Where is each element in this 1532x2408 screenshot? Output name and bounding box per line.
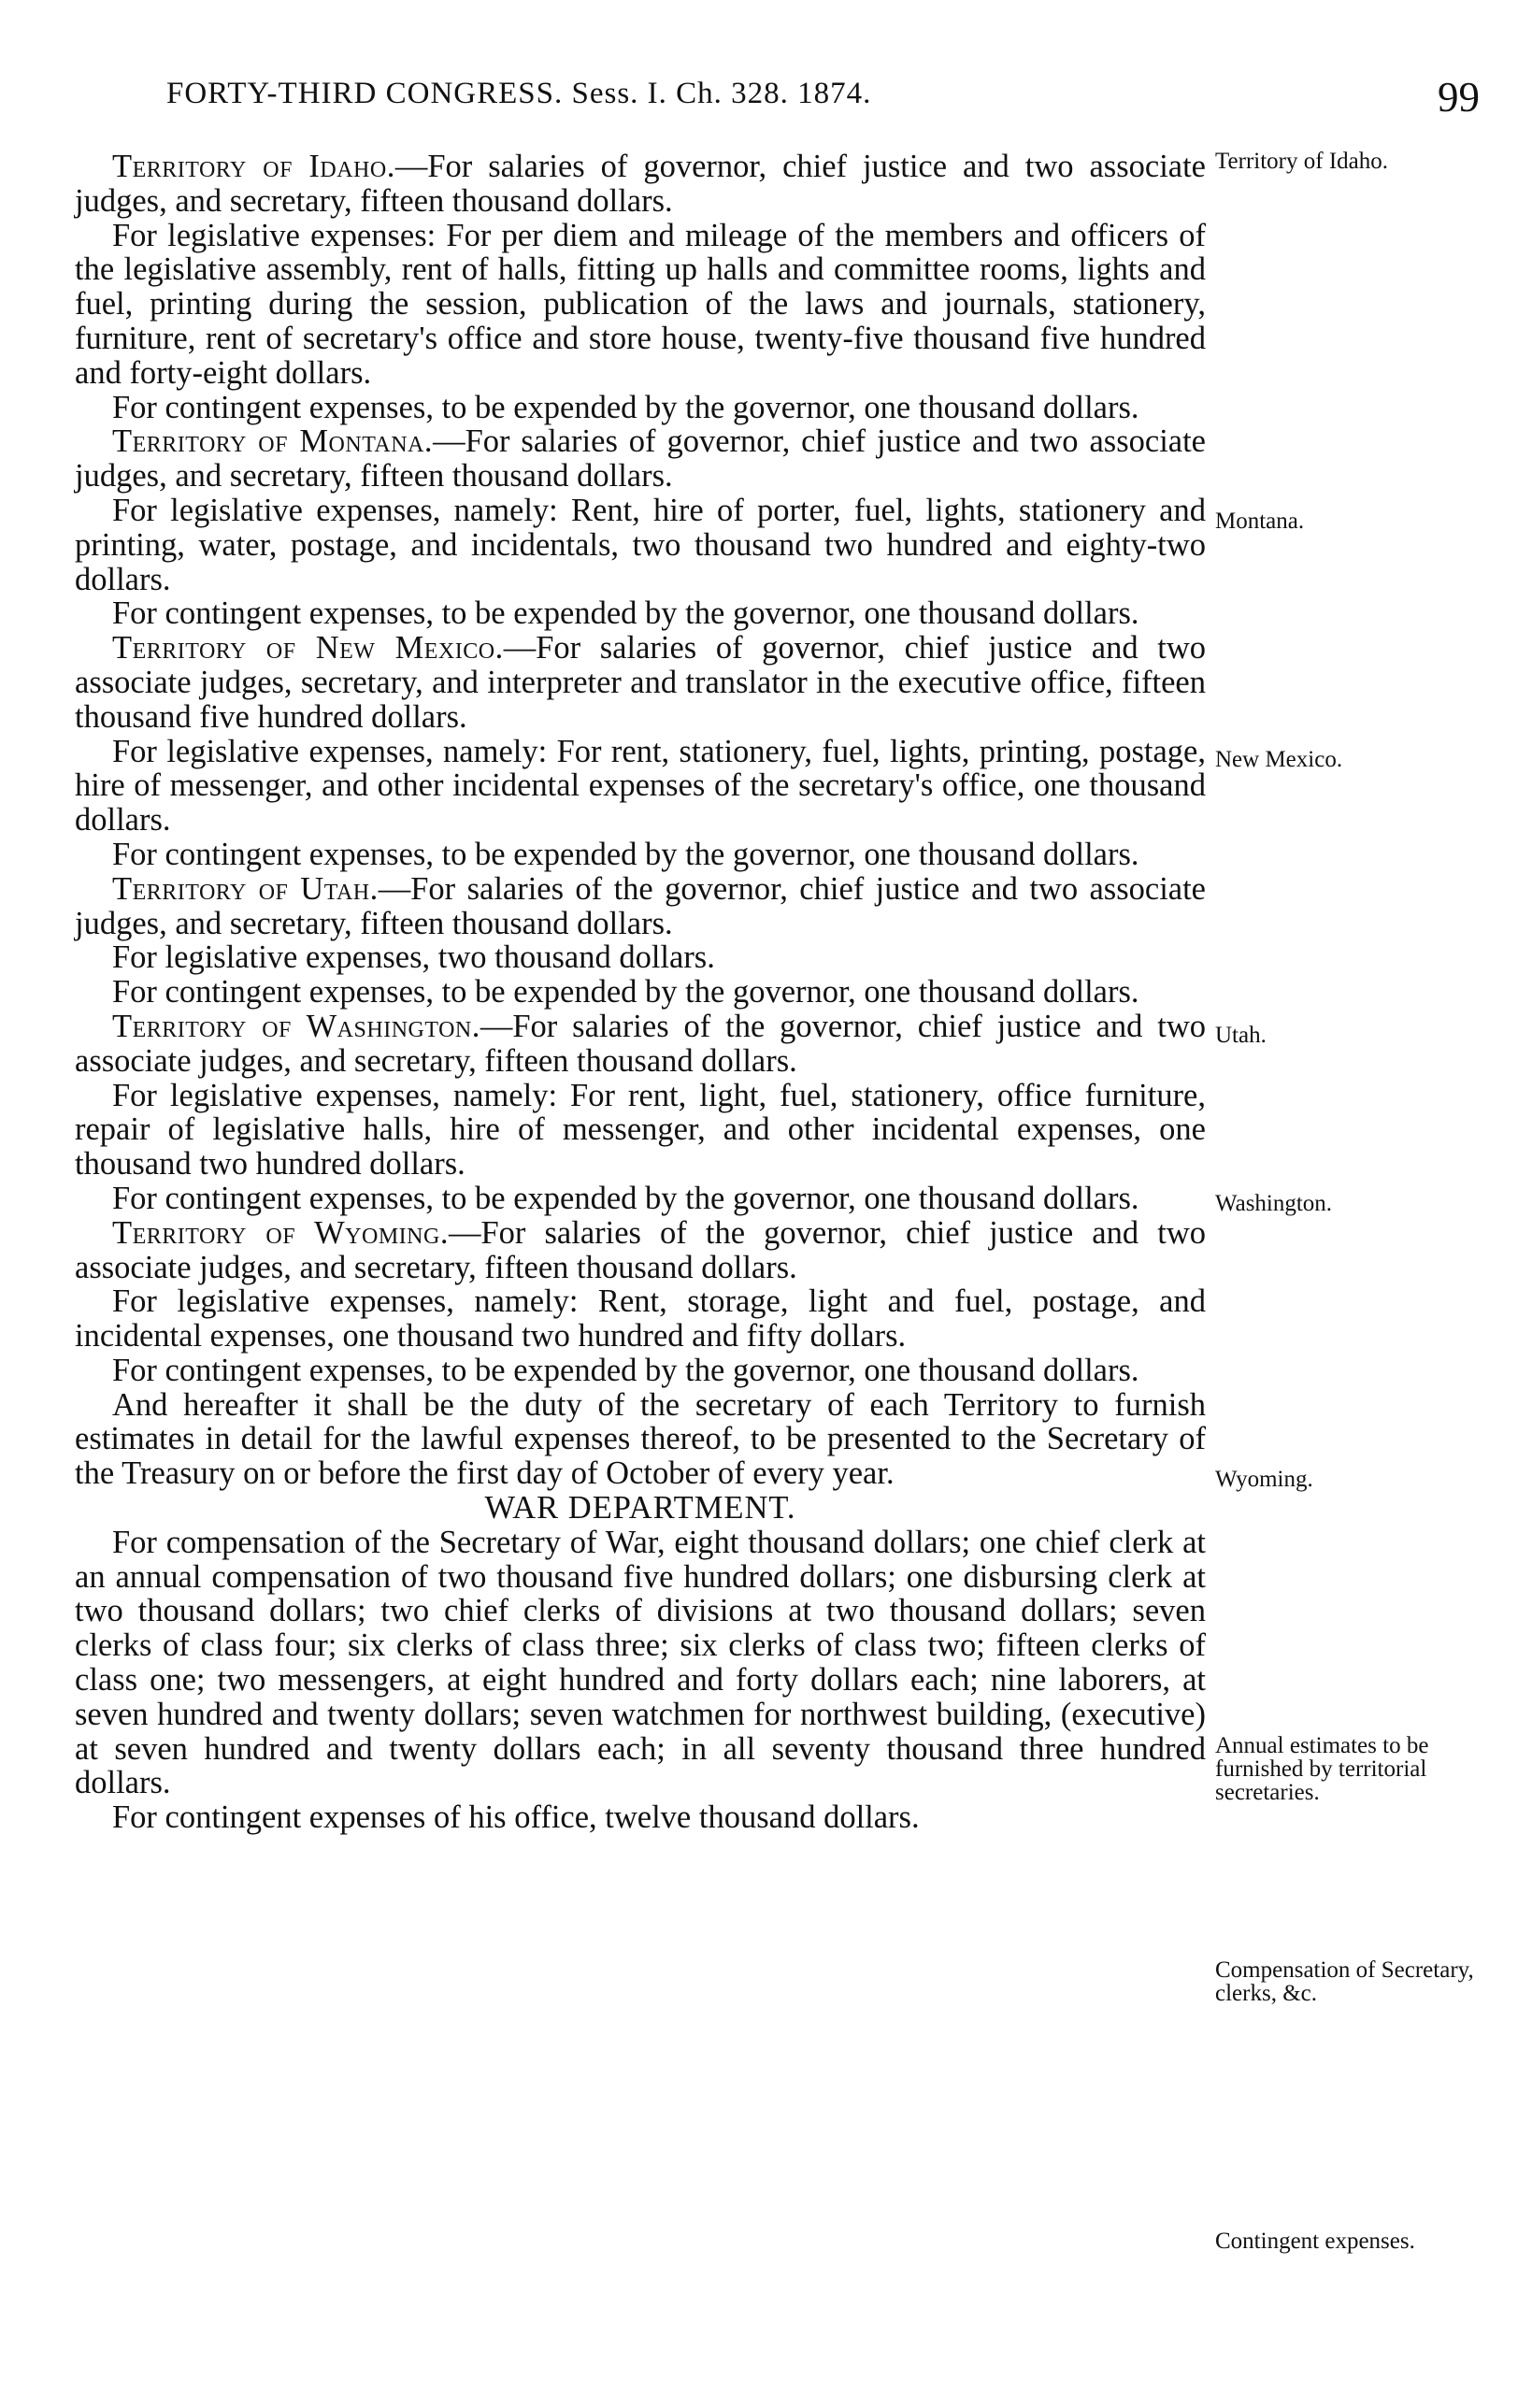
- section-heading: WAR DEPARTMENT.: [484, 1490, 796, 1526]
- paragraph-text: For legislative expenses, namely: For rent, stationery, fuel, lights, printing, postage, hire of messenger, and other incidental expenses of the secretary's office, one thousand dollars.: [75, 733, 1206, 838]
- paragraph-text: For legislative expenses: For per diem and mileage of the members and officers of the legislative assembly, rent of halls, fitting up halls and committee rooms, lights and fuel, printing during the session, publication of the laws and journals, stationery, furniture, rent of secretary's office and store house, twenty-five thousand five hundred and forty-eight dollars.: [75, 217, 1206, 391]
- running-head: FORTY-THIRD CONGRESS. Sess. I. Ch. 328. 1874.: [166, 77, 872, 110]
- paragraph-text: For contingent expenses, to be expended by the governor, one thousand dollars.: [112, 974, 1139, 1010]
- paragraph-text: —For salaries of the governor, chief justice and two associate judges, and secretary, fifteen thousand dollars.: [75, 1008, 1206, 1079]
- paragraph: [75, 150, 1206, 219]
- paragraph-text: —For salaries of governor, chief justice and two associate judges, and secretary, fifteen thousand dollars.: [75, 423, 1206, 494]
- paragraph-text: For legislative expenses, namely: Rent, storage, light and fuel, postage, and incidental expenses, one thousand two hundred and fifty dollars.: [75, 1283, 1206, 1354]
- margin-note: Annual estimates to be furnished by territorial secretaries.: [1215, 1733, 1429, 1805]
- margin-note: New Mexico.: [1215, 747, 1343, 772]
- paragraph: [75, 1079, 1206, 1182]
- paragraph: [75, 735, 1206, 838]
- margin-note: Washington.: [1215, 1191, 1333, 1216]
- paragraph: [75, 1216, 1206, 1285]
- paragraph-text: For legislative expenses, namely: Rent, hire of porter, fuel, lights, stationery and printing, water, postage, and incidentals, two thousand two hundred and eighty-two dollars.: [75, 492, 1206, 597]
- paragraph: [75, 1010, 1206, 1079]
- paragraph: [75, 872, 1206, 941]
- paragraph-text: For contingent expenses, to be expended by the governor, one thousand dollars.: [112, 389, 1139, 425]
- paragraph-text: —For salaries of governor, chief justice and two associate judges, secretary, and interpreter and translator in the executive office, fifteen thousand five hundred dollars.: [75, 630, 1206, 735]
- paragraph-text: For contingent expenses, to be expended by the governor, one thousand dollars.: [112, 1180, 1139, 1216]
- paragraph: [75, 1284, 1206, 1354]
- paragraph: [75, 838, 1206, 872]
- paragraph: [75, 219, 1206, 391]
- paragraph: [75, 631, 1206, 734]
- paragraph-text: For compensation of the Secretary of War, eight thousand dollars; one chief clerk at an annual compensation of two thousand five hundred dollars; one disbursing clerk at two thousand dollars; two chief clerks of divisions at two thousand dollars; seven clerks of class four; six clerks of class three; six clerks of class two; fifteen clerks of class one; two messengers, at eight hundred and forty dollars each; nine laborers, at seven hundred and twenty dollars; seven watchmen for northwest building, (executive) at seven hundred and twenty dollars each; in all seventy thousand three hundred dollars.: [75, 1524, 1206, 1801]
- paragraph-text: For legislative expenses, two thousand dollars.: [112, 939, 715, 976]
- margin-note: Wyoming.: [1215, 1467, 1313, 1492]
- margin-note: Utah.: [1215, 1023, 1267, 1048]
- paragraph-text: For contingent expenses of his office, twelve thousand dollars.: [112, 1799, 920, 1836]
- margin-note: Territory of Idaho.: [1215, 149, 1388, 174]
- paragraph-text: —For salaries of the governor, chief justice and two associate judges, and secretary, fifteen thousand dollars.: [75, 1214, 1206, 1285]
- paragraph-lead: Territory of Idaho.: [112, 149, 395, 184]
- paragraph: [75, 975, 1206, 1010]
- paragraph: [75, 596, 1206, 631]
- paragraph: [75, 940, 1206, 975]
- paragraph-text: For contingent expenses, to be expended by the governor, one thousand dollars.: [112, 1352, 1139, 1388]
- paragraph-text: —For salaries of the governor, chief justice and two associate judges, and secretary, fifteen thousand dollars.: [75, 870, 1206, 941]
- paragraph: [75, 1800, 1206, 1835]
- paragraph-text: For contingent expenses, to be expended by the governor, one thousand dollars.: [112, 836, 1139, 872]
- paragraph: [75, 1182, 1206, 1216]
- paragraph-lead: Territory of New Mexico.: [112, 630, 504, 666]
- paragraph-lead: Territory of Utah.: [112, 870, 379, 907]
- paragraph-text: —For salaries of governor, chief justice and two associate judges, and secretary, fifteen thousand dollars.: [75, 149, 1206, 219]
- page-header: [75, 73, 1480, 129]
- paragraph-text: And hereafter it shall be the duty of the secretary of each Territory to furnish estimates in detail for the lawful expenses thereof, to be presented to the Secretary of the Treasury on or before the first day of October of every year.: [75, 1386, 1206, 1492]
- paragraph: [75, 424, 1206, 494]
- main-text: [75, 150, 1206, 1835]
- page-number: 99: [1438, 74, 1480, 121]
- paragraph-text: For contingent expenses, to be expended by the governor, one thousand dollars.: [112, 595, 1139, 632]
- paragraph: [75, 1388, 1206, 1491]
- margin-note: Montana.: [1215, 509, 1305, 534]
- paragraph: [75, 1354, 1206, 1388]
- margin-note: Contingent expenses.: [1215, 2229, 1415, 2254]
- paragraph: [75, 494, 1206, 596]
- paragraph-lead: Territory of Wyoming.: [112, 1214, 449, 1251]
- paragraph: [75, 1526, 1206, 1800]
- paragraph: [75, 391, 1206, 425]
- margin-note: Compensation of Secretary, clerks, &c.: [1215, 1957, 1474, 2006]
- paragraph-lead: Territory of Montana.: [112, 423, 434, 460]
- paragraph-text: For legislative expenses, namely: For rent, light, fuel, stationery, office furniture, repair of legislative halls, hire of messenger, and other incidental expenses, one thousand two hundred dollars.: [75, 1077, 1206, 1182]
- paragraph-lead: Territory of Washington.: [112, 1008, 480, 1044]
